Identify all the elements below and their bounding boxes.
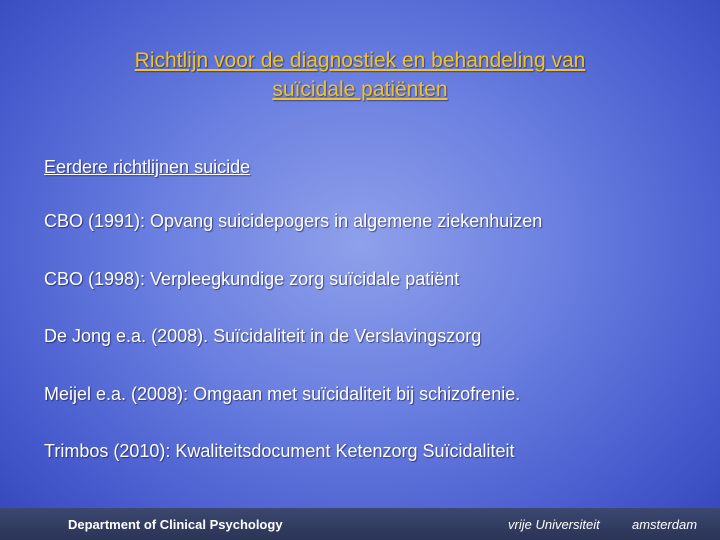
- footer-department: Department of Clinical Psychology: [68, 517, 283, 532]
- slide-title-line-1: Richtlijn voor de diagnostiek en behandeling van: [134, 49, 586, 72]
- slide-title: [40, 46, 680, 104]
- footer-university-logo: vrije Universiteit: [508, 517, 600, 532]
- list-item: CBO (1991): Opvang suicidepogers in algemene ziekenhuizen: [44, 211, 543, 231]
- slide-subtitle: Eerdere richtlijnen suicide: [44, 157, 251, 177]
- footer-bar: [0, 508, 720, 540]
- list-item: Meijel e.a. (2008): Omgaan met suïcidaliteit bij schizofrenie.: [44, 383, 521, 404]
- list-item: De Jong e.a. (2008). Suïcidaliteit in de Verslavingszorg: [44, 326, 482, 346]
- list-item: Trimbos (2010): Kwaliteitsdocument Ketenzorg Suïcidaliteit: [44, 441, 515, 461]
- slide-title-line-2: suïcidale patiënten: [272, 78, 448, 101]
- guideline-list: [44, 210, 542, 498]
- footer-city: amsterdam: [632, 517, 698, 532]
- list-item: CBO (1998): Verpleegkundige zorg suïcidale patiënt: [44, 268, 460, 289]
